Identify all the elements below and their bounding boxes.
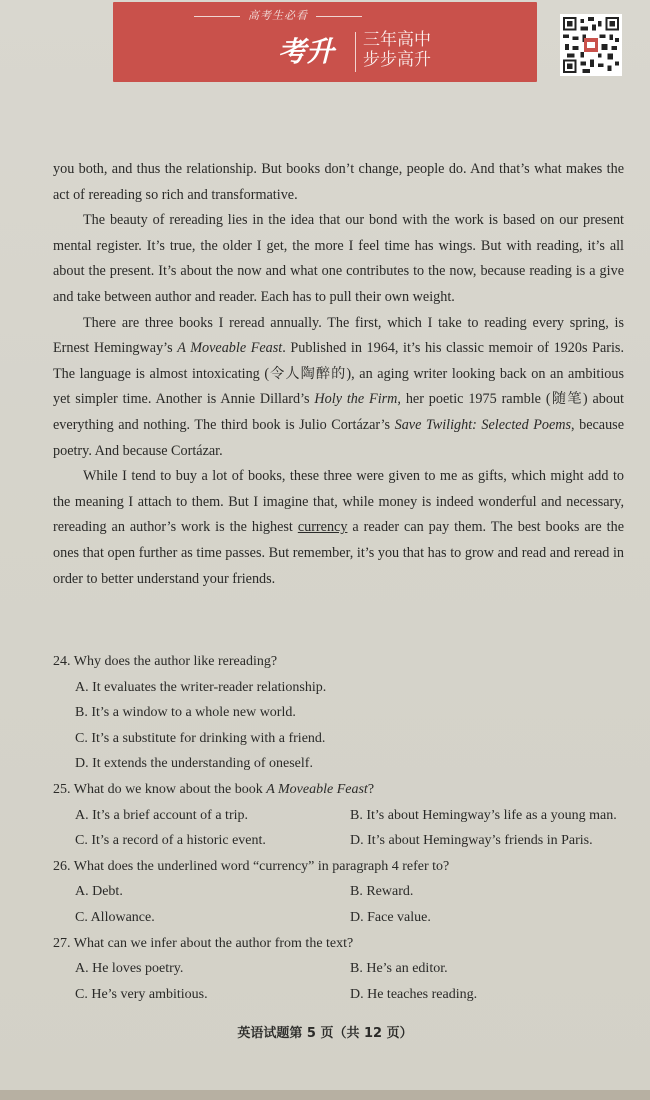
option-b: B. Reward. xyxy=(350,884,414,900)
option-row xyxy=(75,905,633,931)
option-d: D. Face value. xyxy=(350,909,431,925)
option-a: A. It evaluates the writer-reader relationship. xyxy=(75,679,327,695)
option-b: B. He’s an editor. xyxy=(350,961,448,977)
banner-slogan xyxy=(363,30,431,70)
reading-passage xyxy=(53,157,624,592)
book-title-holy-the-firm: Holy the Firm xyxy=(314,391,398,408)
option-row xyxy=(75,956,633,982)
option-b: B. It’s a window to a whole new world. xyxy=(75,705,296,721)
option-row xyxy=(75,879,633,905)
p4-text-c: a reader can pay them. The best books are the ones that open further as time passes. But remember, it’s you that has to grow and read and reread in order to better understand your friends. xyxy=(53,519,624,587)
question-27 xyxy=(53,931,633,1008)
question-list xyxy=(53,649,633,1007)
promo-banner[interactable] xyxy=(113,2,537,82)
option-a: A. He loves poetry. xyxy=(75,961,184,977)
book-title-moveable-feast: A Moveable Feast xyxy=(177,340,283,357)
page-number-footer: 英语试题第 5 页（共 12 页） xyxy=(237,1026,413,1041)
option-row xyxy=(75,828,633,854)
question-24 xyxy=(53,649,633,777)
underlined-word-currency: currency xyxy=(297,519,348,536)
option-c: C. Allowance. xyxy=(75,909,155,925)
option-d: D. It’s about Hemingway’s friends in Paris. xyxy=(350,833,593,849)
option-c: C. It’s a substitute for drinking with a friend. xyxy=(75,730,326,746)
stem-text: 25. What do we know about the book xyxy=(53,781,267,797)
banner-slogan-line1: 三年高中 xyxy=(363,30,431,50)
option-a: A. It’s a brief account of a trip. xyxy=(75,807,248,823)
option-c: C. It’s a record of a historic event. xyxy=(75,833,266,849)
question-25 xyxy=(53,777,633,854)
banner-brand-logo: 考升 xyxy=(278,35,335,68)
page-edge xyxy=(0,1090,650,1100)
book-title-save-twilight: Save Twilight: Selected Poems xyxy=(394,416,572,433)
option-row xyxy=(75,803,633,829)
p3-text-c: . Published in 1964, it’s his classic memoir of 1920s Paris. The language is almost intoxicating (令人陶醉的), an aging writer looking back on an ambitious yet simpler time. Another is Annie Dillard’s xyxy=(53,340,624,408)
p3-text-g: , because poetry. And because Cortázar. xyxy=(53,416,624,459)
question-stem: 26. What does the underlined word “currency” in paragraph 4 refer to? xyxy=(53,858,450,874)
p3-text-e: , her poetic 1975 ramble (随笔) about everything and nothing. The third book is Julio Cortázar’s xyxy=(53,391,624,433)
paragraph-2: The beauty of rereading lies in the idea that our bond with the work is based on our present mental register. It’s true, the older I get, the more I feel time has wings. But with reading, it’s all about the present. It’s about the now and what one contributes to the now, because reading is a give and take between author and reader. Each has to pull their own weight. xyxy=(53,212,624,305)
banner-tagline: 高考生必看 xyxy=(113,7,443,23)
stem-end: ? xyxy=(367,781,375,797)
option-row xyxy=(75,982,633,1008)
option-b: B. It’s about Hemingway’s life as a young man. xyxy=(350,807,617,823)
question-stem xyxy=(53,777,633,803)
p4-text-a: While I tend to buy a lot of books, these three were given to me as gifts, which might add to the meaning I attach to them. But I imagine that, while money is indeed wonderful and necessary, rereading an author’s work is the highest xyxy=(53,468,624,536)
paragraph-4 xyxy=(53,464,624,592)
paragraph-1: you both, and thus the relationship. But books don’t change, people do. And that’s what makes the act of rereading so rich and transformative. xyxy=(53,161,624,203)
qr-code-icon[interactable] xyxy=(560,14,622,76)
banner-slogan-line2: 步步高升 xyxy=(363,50,431,70)
option-d: D. It extends the understanding of oneself. xyxy=(75,756,313,772)
option-a: A. Debt. xyxy=(75,884,123,900)
option-c: C. He’s very ambitious. xyxy=(75,986,208,1002)
paragraph-3 xyxy=(53,311,624,465)
question-stem: 27. What can we infer about the author from the text? xyxy=(53,935,354,951)
p3-text-a: There are three books I reread annually. The first, which I take to reading every spring, is Ernest Hemingway’s xyxy=(53,314,624,357)
question-26 xyxy=(53,854,633,931)
banner-divider xyxy=(355,32,356,72)
question-stem: 24. Why does the author like rereading? xyxy=(53,654,278,669)
book-title: A Moveable Feast xyxy=(266,781,368,797)
option-d: D. He teaches reading. xyxy=(350,986,478,1002)
